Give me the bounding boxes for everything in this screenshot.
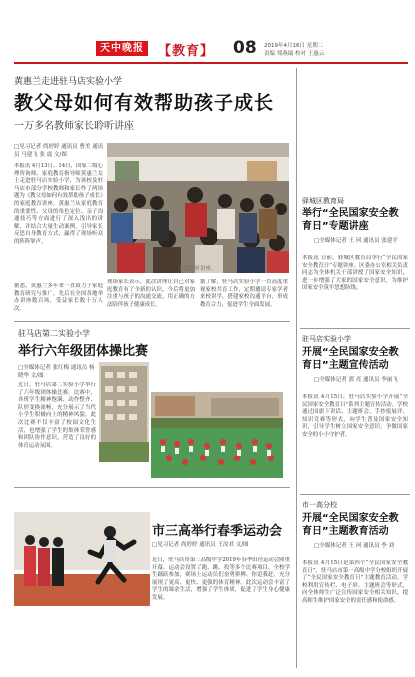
story3-photo <box>14 512 150 606</box>
right3-body: 本报讯 4月15日是第四个“全民国家安全教育日”，驻马店市第一高级中学分校组织开展了“全民国家安全教育日”主题教育活动。学校利用宣传栏、电子屏、主题班会等形式，向全体师生广泛宣传国家安全相关知识，提高师生维护国家安全的责任感和使命感。 <box>302 560 408 604</box>
section-title: 【教育】 <box>158 44 215 59</box>
story3-body: 近日，驻马店市第三高级中学2019年春季田径运动会隆重开幕。运动会设置了跑、跳、投等多个比赛项目，全校学生踊跃参加，赛场上运动员们奋勇拼搏、你追我赶，充分展现了更高、更快、更强的体育精神。此次运动会丰富了学生的课余生活，增强了学生体质，促进了学生身心健康发展。 <box>152 557 290 601</box>
issue-meta <box>264 42 334 58</box>
story2-headline: 举行六年级团体操比赛 <box>18 344 149 359</box>
story2-photo-building-image <box>99 362 149 462</box>
lead-kicker: 黄惠兰走进驻马店实验小学 <box>14 77 123 87</box>
lead-body-col1: 本报讯 4月13日、14日，国家二级心理咨询师、家庭教育指导师黄惠兰女士走进驻马店实验小学，为该校及驻马店市部分学校教师和家长作了两场题为《教父母如何有效帮助孩子成长》的家庭教育讲座。黄惠兰从家庭教育的重要性、父母的角色定位、亲子沟通技巧等方面进行了深入浅出的讲解，并结合大量生动案例，引导家长反思自身教育方式，赢得了现场听众的阵阵掌声。 <box>14 163 103 245</box>
right1-divider <box>300 328 410 329</box>
story3-headline: 市三高举行春季运动会 <box>152 524 283 539</box>
lead-headline: 教父母如何有效帮助孩子成长 <box>14 92 275 114</box>
lead-body-col2: 现场家长表示，此次讲座让自己对家庭教育有了全新的认识，今后将更加注重与孩子的沟通交流，用正确的方法陪伴孩子健康成长。 <box>107 279 195 308</box>
story2-byline: □全媒体记者 张红梅 通讯员 杨晓华 文/图 <box>18 365 95 379</box>
lead-body-col1b: 据悉，黄惠兰多年来一直致力于家庭教育研究与推广，先后在全国各地举办讲座数百场，受益家长数十万人次。 <box>14 283 103 312</box>
right1-kicker: 驿城区教育局 <box>302 197 344 205</box>
issue-date: 2019年4月16日 星期二 <box>264 43 324 49</box>
right1-byline: □全媒体记者 王 珂 通讯员 张建平 <box>314 238 398 244</box>
story2-body: 近日，驻马店第二实验小学举行了六年级团体操比赛。比赛中，各班学生精神饱满、动作整齐、队形变换流畅，充分展示了当代小学生积极向上的精神风貌。此次比赛不仅丰富了校园文化生活，也增强了学生的集体荣誉感和团队协作意识，营造了良好的体育运动氛围。 <box>18 382 96 449</box>
story3-byline: □见习记者 尚婷婷 通讯员 王汝君 文/图 <box>152 542 249 548</box>
story2-photo-field <box>151 392 283 478</box>
right3-headline: 开展“全民国家安全教育日”主题教育活动 <box>302 513 399 537</box>
right2-divider <box>300 494 410 495</box>
lead-byline: □见习记者 尚婷婷 通讯员 曹美 通讯员 马建飞 张 震 文/图 <box>14 144 104 158</box>
story2-divider <box>14 487 290 488</box>
story2-photo-building <box>99 362 149 462</box>
column-divider <box>296 68 297 668</box>
right3-byline: □全媒体记者 王 珂 通讯员 李 刘 <box>314 543 394 549</box>
right2-byline: □全媒体记者 郭 亮 通讯员 李丽飞 <box>314 377 398 383</box>
issue-staff: 责编 郑燕瑞 校对 王惠云 <box>264 51 325 57</box>
masthead <box>0 0 415 62</box>
right2-headline: 开展“全民国家安全教育日”主题宣传活动 <box>302 347 399 371</box>
lead-divider <box>14 321 290 322</box>
story2-photo-field-image <box>151 392 283 478</box>
page-number: 08 <box>233 38 257 58</box>
right1-headline: 举行“全民国家安全教育日”专题讲座 <box>302 208 399 232</box>
right1-body: 本报讯 日前，驿城区教育局举行“全民国家安全教育日”专题讲座。区委办公室相关负责同志为全体机关干部讲授了国家安全知识，进一步增强了大家的国家安全意识，为维护国家安全筑牢思想防线。 <box>302 255 408 292</box>
story3-photo-image <box>14 512 150 606</box>
right2-body: 本报讯 4月15日，驻马店实验小学开展“全民国家安全教育日”系列主题宣传活动。学校通过国旗下讲话、主题班会、手抄报展评、知识竞赛等形式，向学生普及国家安全知识，引导学生树立国家安全意识，争做国家安全的小小守护者。 <box>302 394 408 438</box>
lead-body-col3: 据了解，驻马店实验小学一直高度重视家校共育工作，定期邀请专家学者来校讲学，搭建家校沟通平台，形成教育合力，促进学生全面发展。 <box>200 279 288 308</box>
header-divider <box>14 62 408 64</box>
story2-kicker: 驻马店第二实验小学 <box>18 329 90 338</box>
right3-kicker: 市一高分校 <box>302 501 337 509</box>
lead-photo <box>107 143 289 273</box>
right2-kicker: 驻马店实验小学 <box>302 335 351 343</box>
lead-photo-image <box>107 143 289 273</box>
lead-subhead: 一万多名教师家长聆听讲座 <box>14 121 134 132</box>
lead-photo-caption: 家长聆听讲座。 <box>178 266 217 272</box>
newspaper-logo: 天中晚报 <box>96 41 148 56</box>
